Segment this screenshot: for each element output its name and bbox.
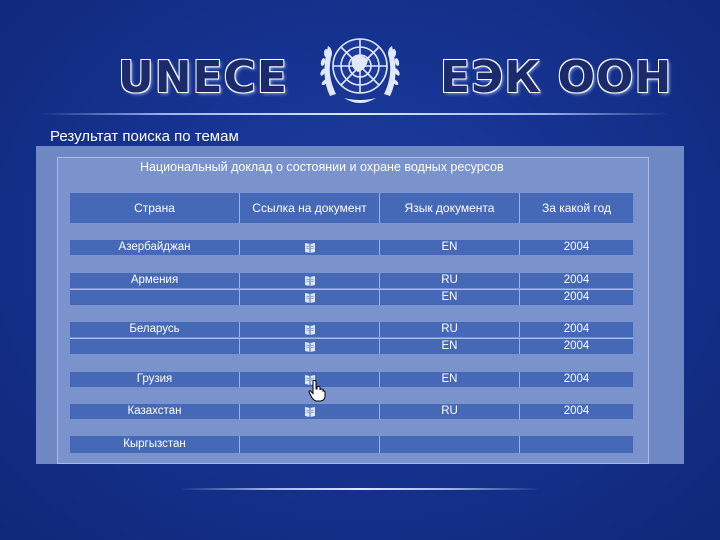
table-row xyxy=(70,404,633,419)
year-cell xyxy=(520,436,633,453)
table-row xyxy=(70,372,633,387)
year-cell: 2004 xyxy=(520,322,633,337)
table-row xyxy=(70,240,633,255)
country-cell xyxy=(70,339,240,354)
report-title: Национальный доклад о состоянии и охране водных ресурсов xyxy=(140,160,504,174)
document-link-cell[interactable] xyxy=(240,322,380,337)
language-cell: RU xyxy=(380,404,520,419)
country-cell: Казахстан xyxy=(70,404,240,419)
document-link-cell[interactable] xyxy=(240,240,380,255)
table-row xyxy=(70,273,633,288)
country-cell: Азербайджан xyxy=(70,240,240,255)
un-emblem-icon xyxy=(308,26,412,114)
table-header-row xyxy=(70,193,633,223)
language-cell: RU xyxy=(380,322,520,337)
country-cell xyxy=(70,290,240,305)
year-cell: 2004 xyxy=(520,273,633,288)
table-row xyxy=(70,322,633,337)
document-link-cell[interactable] xyxy=(240,290,380,305)
year-cell: 2004 xyxy=(520,290,633,305)
document-link-cell xyxy=(240,436,380,453)
country-cell: Кыргызстан xyxy=(70,436,240,453)
document-link-cell[interactable] xyxy=(240,339,380,354)
language-cell: EN xyxy=(380,339,520,354)
language-cell: EN xyxy=(380,372,520,387)
unece-logo-text: UNECE xyxy=(118,52,288,103)
document-link-cell[interactable] xyxy=(240,273,380,288)
document-icon[interactable] xyxy=(304,406,316,417)
year-cell: 2004 xyxy=(520,372,633,387)
table-row xyxy=(70,290,633,305)
document-icon[interactable] xyxy=(304,324,316,335)
language-cell: EN xyxy=(380,240,520,255)
document-icon[interactable] xyxy=(304,341,316,352)
column-header-link: Ссылка на документ xyxy=(240,193,380,223)
country-cell: Беларусь xyxy=(70,322,240,337)
column-header-country: Страна xyxy=(70,193,240,223)
document-link-cell[interactable] xyxy=(240,404,380,419)
language-cell: EN xyxy=(380,290,520,305)
column-header-year: За какой год xyxy=(520,193,633,223)
language-cell: RU xyxy=(380,273,520,288)
year-cell: 2004 xyxy=(520,240,633,255)
language-cell xyxy=(380,436,520,453)
document-icon[interactable] xyxy=(304,292,316,303)
eek-oon-logo-text: ЕЭК ООН xyxy=(440,52,673,103)
footer-divider xyxy=(180,488,540,490)
table-row xyxy=(70,436,633,453)
country-cell: Армения xyxy=(70,273,240,288)
year-cell: 2004 xyxy=(520,404,633,419)
year-cell: 2004 xyxy=(520,339,633,354)
hand-cursor-icon xyxy=(308,380,326,402)
document-icon[interactable] xyxy=(304,242,316,253)
document-icon[interactable] xyxy=(304,275,316,286)
table-row xyxy=(70,339,633,354)
column-header-language: Язык документа xyxy=(380,193,520,223)
result-title: Результат поиска по темам xyxy=(50,128,239,145)
country-cell: Грузия xyxy=(70,372,240,387)
